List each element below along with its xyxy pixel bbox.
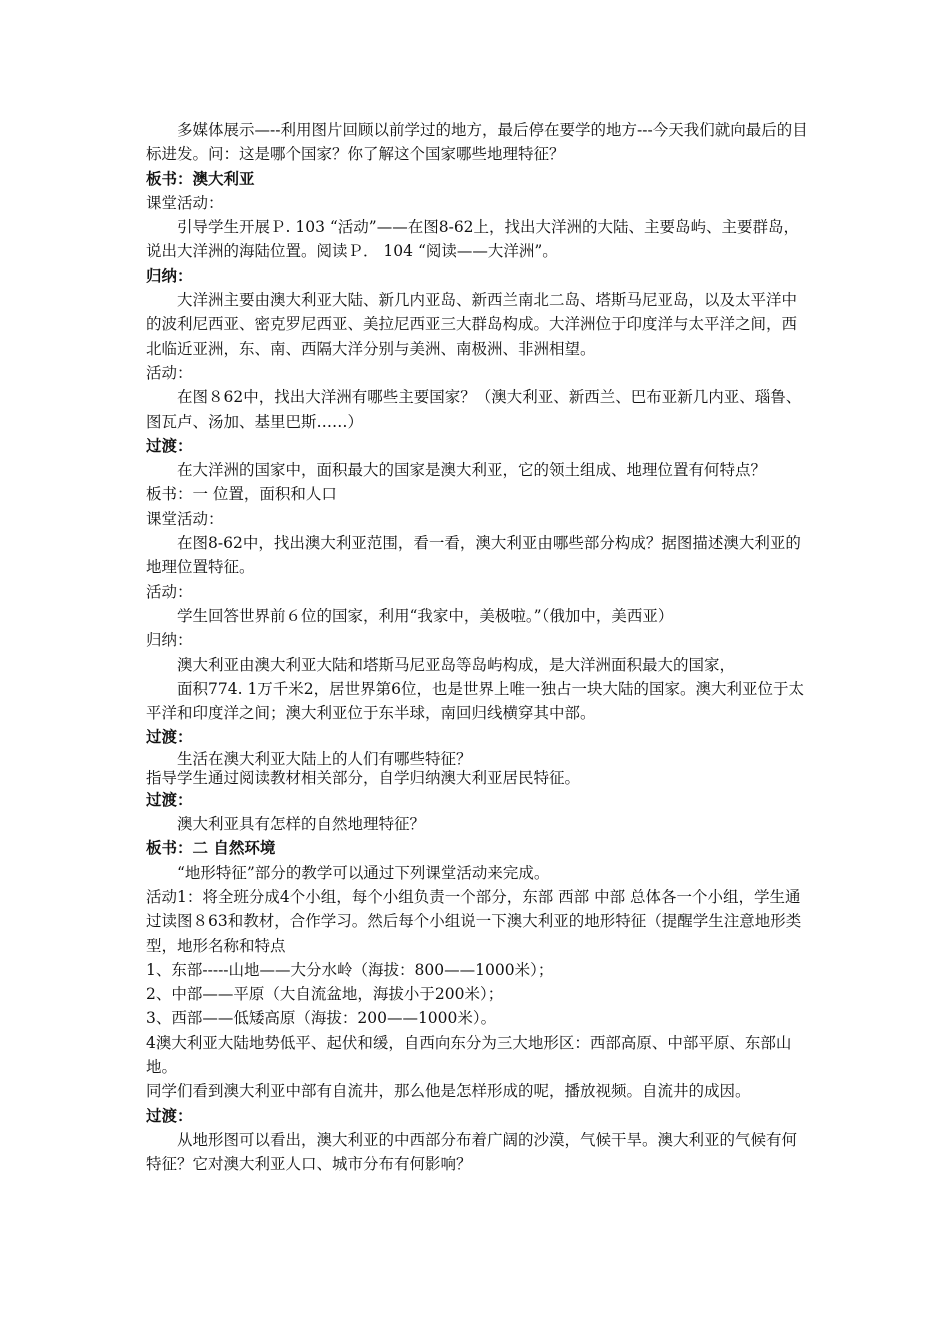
paragraph-natural-question: 澳大利亚具有怎样的自然地理特征？ — [177, 815, 426, 834]
heading-transition-3: 过渡： — [146, 789, 193, 809]
label-class-activity: 课堂活动： — [146, 193, 224, 212]
paragraph-terrain-intro: “地形特征”部分的教学可以通过下列课堂活动来完成。 — [177, 863, 550, 882]
list-item-east: 1、东部-----山地——大分水岭（海拔：800——1000米）； — [146, 960, 554, 979]
label-activity-2: 活动： — [146, 582, 193, 601]
paragraph-intro: 多媒体展示—--利用图片回顾以前学过的地方，最后停在要学的地方---今天我们就向最后的目标进发。问：这是哪个国家？你了解这个国家哪些地理特征？ — [146, 121, 808, 164]
heading-board-australia: 板书：澳大利亚 — [146, 168, 255, 188]
paragraph-australia-area: 面积774. 1万千米2，居世界第6位，也是世界上唯一独占一块大陆的国家。澳大利亚位于太平洋和印度洋之间；澳大利亚位于东半球，南回归线横穿其中部。 — [146, 679, 805, 723]
paragraph-artesian-well: 同学们看到澳大利亚中部有自流井，那么他是怎样形成的呢，播放视频。自流井的成因。 — [146, 1082, 751, 1101]
label-board-location: 板书：一 位置，面积和人口 — [146, 485, 337, 504]
heading-transition: 过渡： — [146, 435, 193, 455]
paragraph-top-six: 学生回答世界前６位的国家，利用“我家中，美极啦。”（俄加中，美西亚） — [177, 606, 674, 625]
label-activity: 活动： — [146, 363, 193, 382]
heading-transition-4: 过渡： — [146, 1105, 193, 1125]
heading-summary: 归纳： — [146, 265, 193, 285]
paragraph-people-question: 生活在澳大利亚大陆上的人们有哪些特征？ — [177, 749, 472, 768]
paragraph-australia-composition: 澳大利亚由澳大利亚大陆和塔斯马尼亚岛等岛屿构成，是大洋洲面积最大的国家， — [177, 655, 736, 674]
label-class-activity-2: 课堂活动： — [146, 509, 224, 528]
paragraph-climate-question: 从地形图可以看出，澳大利亚的中西部分布着广阔的沙漠，气候干旱。澳大利亚的气候有何特征？它对澳大利亚人口、城市分布有何影响？ — [146, 1130, 798, 1174]
paragraph-oceania-countries: 在图８62中，找出大洋洲有哪些主要国家？（澳大利亚、新西兰、巴布亚新几内亚、瑙鲁、图瓦卢、汤加、基里巴斯……） — [146, 388, 802, 431]
heading-transition-2: 过渡： — [146, 727, 193, 747]
label-summary-2: 归纳： — [146, 631, 193, 650]
list-item-west: 3、西部——低矮高原（海拔：200——1000米）。 — [146, 1009, 497, 1028]
paragraph-oceania-summary: 大洋洲主要由澳大利亚大陆、新几内亚岛、新西兰南北二岛、塔斯马尼亚岛，以及太平洋中的波利尼西亚、密克罗尼西亚、美拉尼西亚三大群岛构成。大洋洲位于印度洋与太平洋之间，西北临近亚洲，东、南、西隔大洋分别与美洲、南极洲、非洲相望。 — [146, 291, 798, 358]
paragraph-find-australia: 在图8-62中，找出澳大利亚范围，看一看，澳大利亚由哪些部分构成？据图描述澳大利亚的地理位置特征。 — [146, 534, 801, 577]
paragraph-activity-1: 活动1：将全班分成4个小组，每个小组负责一个部分，东部 西部 中部 总体各一个小组，学生通过读图８63和教材，合作学习。然后每个小组说一下澳大利亚的地形特征（提醒学生注意地形类型，地形名称和特点 — [146, 887, 802, 955]
paragraph-largest-country: 在大洋洲的国家中，面积最大的国家是澳大利亚，它的领土组成、地理位置有何特点？ — [177, 461, 767, 480]
paragraph-activity-p103: 引导学生开展Ｐ. 103 “活动”——在图8-62上，找出大洋洲的大陆、主要岛屿、主要群岛，说出大洋洲的海陆位置。阅读Ｐ． 104 “阅读——大洋洲”。 — [146, 218, 800, 261]
list-item-central: 2、中部——平原（大自流盆地，海拔小于200米）； — [146, 985, 504, 1004]
heading-board-nature: 板书：二 自然环境 — [146, 838, 276, 858]
paragraph-guide-reading: 指导学生通过阅读教材相关部分，自学归纳澳大利亚居民特征。 — [146, 768, 581, 787]
list-item-overall: 4澳大利亚大陆地势低平、起伏和缓，自西向东分为三大地形区：西部高原、中部平原、东部山地。 — [146, 1033, 792, 1076]
